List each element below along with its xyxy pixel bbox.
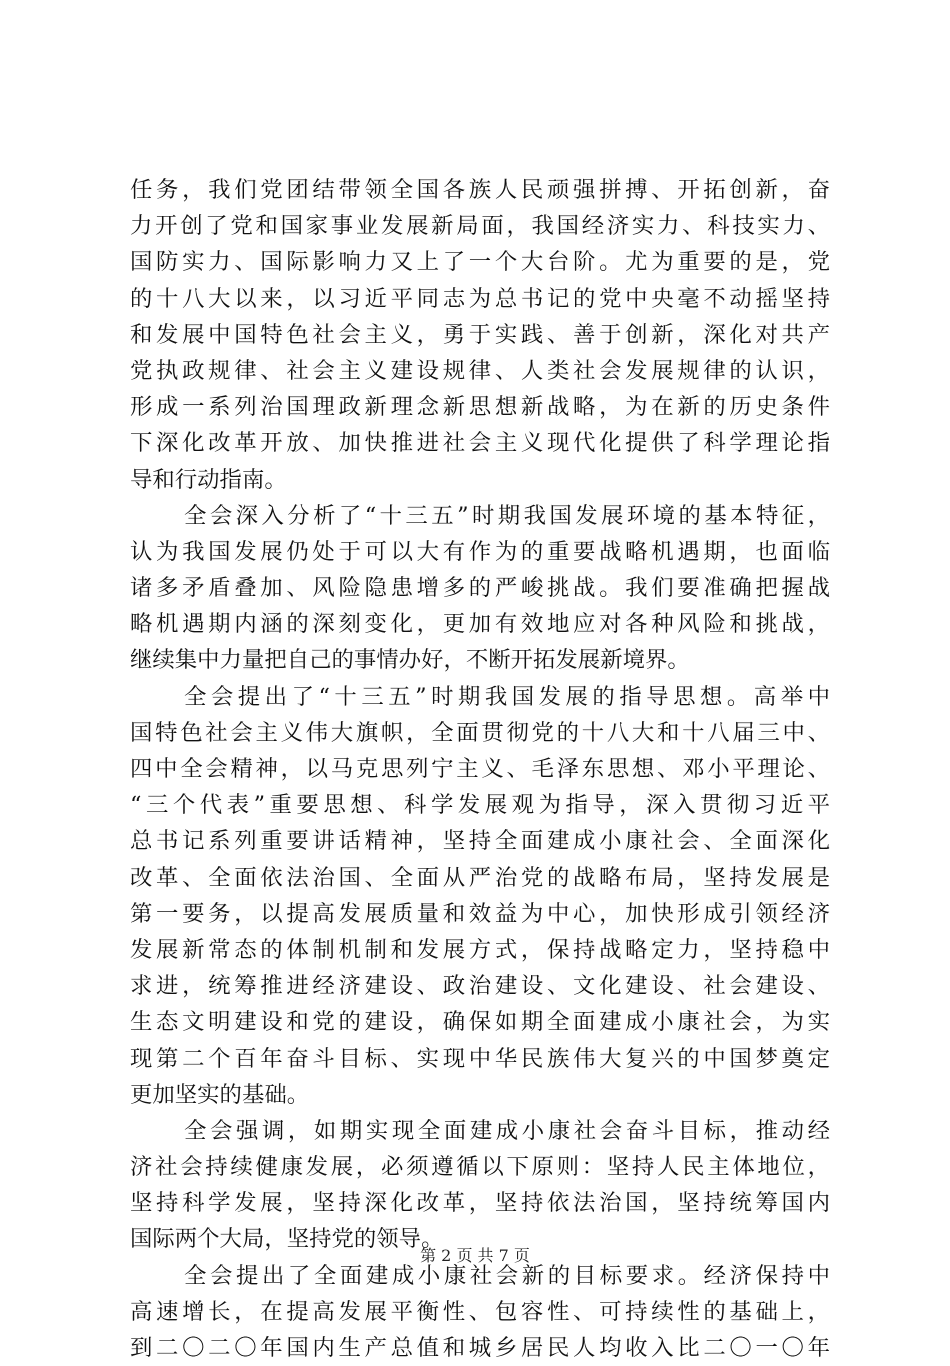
text-line: 全会强调，如期实现全面建成小康社会奋斗目标，推动经 — [184, 1117, 830, 1144]
text-line: 全会提出了全面建成小康社会新的目标要求。经济保持中 — [184, 1262, 830, 1289]
text-line: 全会提出了“十三五”时期我国发展的指导思想。高举中 — [184, 683, 830, 710]
text-line: 济社会持续健康发展，必须遵循以下原则：坚持人民主体地位， — [130, 1154, 830, 1181]
text-line: 的十八大以来，以习近平同志为总书记的党中央毫不动摇坚持 — [130, 285, 830, 312]
text-line: 改革、全面依法治国、全面从严治党的战略布局，坚持发展是 — [130, 864, 830, 891]
text-line: 继续集中力量把自己的事情办好，不断开拓发展新境界。 — [130, 647, 690, 674]
text-line: 下深化改革开放、加快推进社会主义现代化提供了科学理论指 — [130, 430, 830, 457]
text-line: 认为我国发展仍处于可以大有作为的重要战略机遇期，也面临 — [130, 538, 830, 565]
text-line: 力开创了党和国家事业发展新局面，我国经济实力、科技实力、 — [130, 213, 830, 240]
text-line: 国际两个大局，坚持党的领导。 — [130, 1226, 444, 1253]
text-line: 任务，我们党团结带领全国各族人民顽强拼搏、开拓创新，奋 — [130, 177, 830, 203]
text-line: 发展新常态的体制机制和发展方式，保持战略定力，坚持稳中 — [130, 936, 830, 963]
text-line: 导和行动指南。 — [130, 466, 287, 493]
body-text — [130, 172, 830, 1366]
text-line: 诸多矛盾叠加、风险隐患增多的严峻挑战。我们要准确把握战 — [130, 575, 830, 602]
text-line: 略机遇期内涵的深刻变化，更加有效地应对各种风险和挑战， — [130, 611, 830, 638]
text-line: 总书记系列重要讲话精神，坚持全面建成小康社会、全面深化 — [130, 828, 830, 855]
text-line: 国特色社会主义伟大旗帜，全面贯彻党的十八大和十八届三中、 — [130, 719, 830, 746]
text-line: 国防实力、国际影响力又上了一个大台阶。尤为重要的是，党 — [130, 249, 830, 276]
text-line: “三个代表”重要思想、科学发展观为指导，深入贯彻习近平 — [130, 792, 830, 819]
text-line: 求进，统筹推进经济建设、政治建设、文化建设、社会建设、 — [130, 973, 830, 1000]
page-footer: 第 2 页 共 7 页 — [420, 1246, 530, 1265]
text-line: 坚持科学发展，坚持深化改革，坚持依法治国，坚持统筹国内 — [130, 1190, 830, 1217]
text-line: 生态文明建设和党的建设，确保如期全面建成小康社会，为实 — [130, 1009, 830, 1036]
text-line: 形成一系列治国理政新理念新思想新战略，为在新的历史条件 — [130, 394, 830, 421]
text-line: 现第二个百年奋斗目标、实现中华民族伟大复兴的中国梦奠定 — [130, 1045, 830, 1072]
text-line: 到二〇二〇年国内生产总值和城乡居民人均收入比二〇一〇年 — [130, 1335, 830, 1361]
text-line: 全会深入分析了“十三五”时期我国发展环境的基本特征， — [184, 502, 830, 529]
text-line: 高速增长，在提高发展平衡性、包容性、可持续性的基础上， — [130, 1298, 830, 1325]
text-line: 和发展中国特色社会主义，勇于实践、善于创新，深化对共产 — [130, 321, 830, 348]
text-line: 第一要务，以提高发展质量和效益为中心，加快形成引领经济 — [130, 900, 830, 927]
text-line: 四中全会精神，以马克思列宁主义、毛泽东思想、邓小平理论、 — [130, 756, 830, 782]
text-line: 更加坚实的基础。 — [130, 1081, 310, 1108]
text-line: 党执政规律、社会主义建设规律、人类社会发展规律的认识， — [130, 357, 830, 384]
